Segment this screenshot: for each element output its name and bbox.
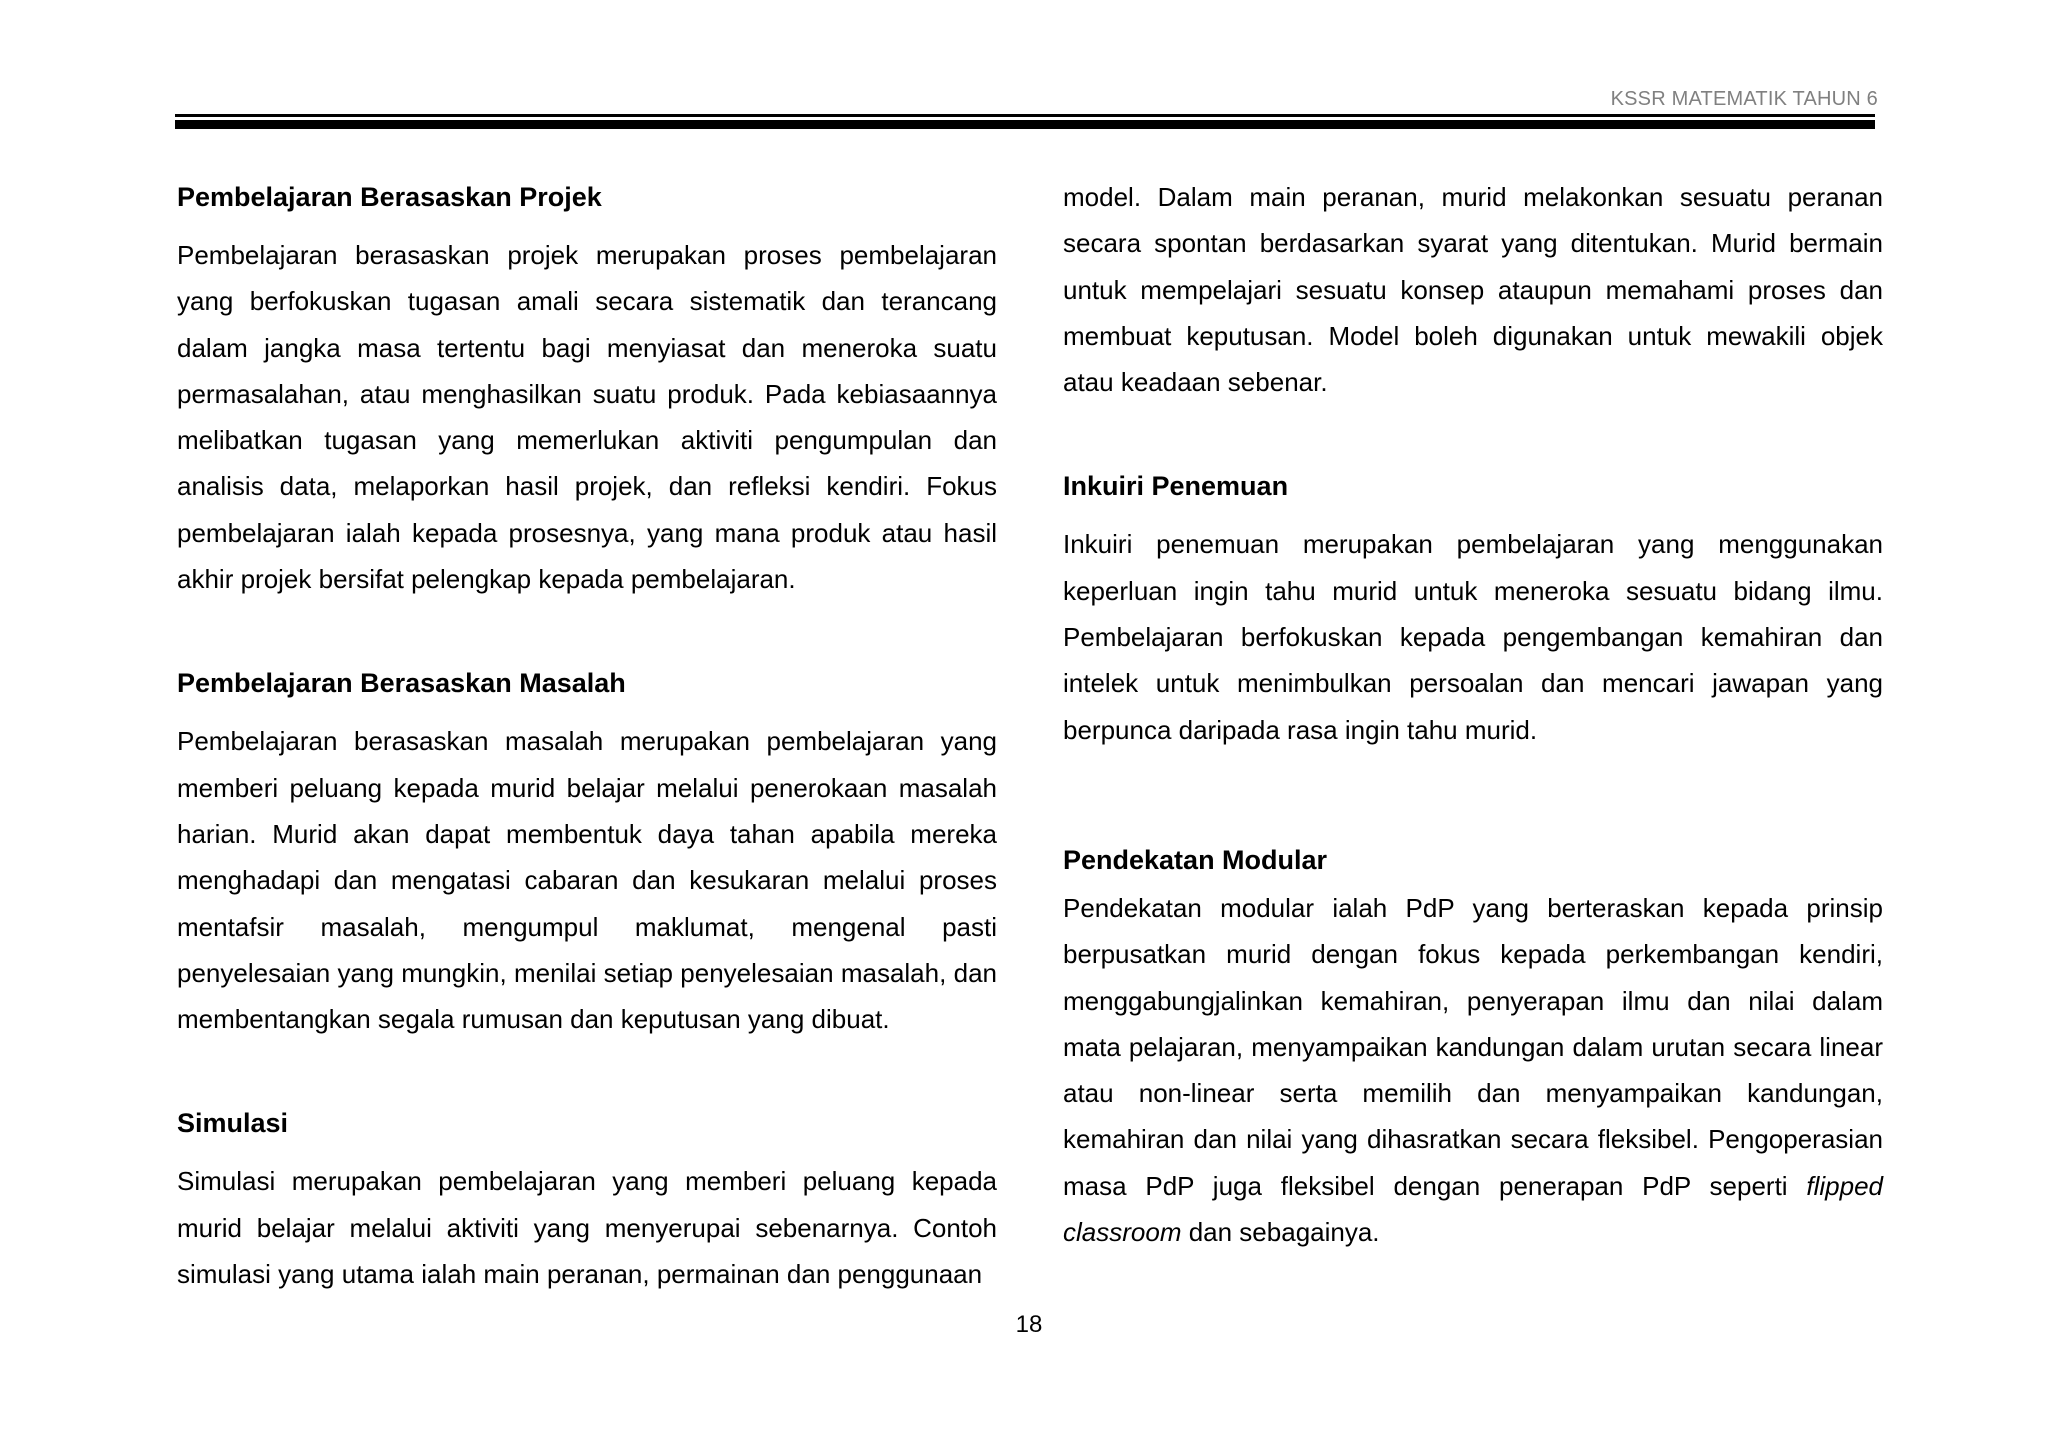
heading-inkuiri-penemuan: Inkuiri Penemuan bbox=[1063, 471, 1289, 502]
section-spacer bbox=[1063, 405, 1883, 463]
paragraph-simulasi: Simulasi merupakan pembelajaran yang memberi peluang kepada murid belajar melalui aktiviti yang menyerupai sebenarnya. Contoh simulasi yang utama ialah main peranan, permainan dan penggunaan bbox=[177, 1166, 997, 1290]
section-spacer bbox=[1063, 753, 1883, 837]
modular-text-italic: flipped classroom bbox=[1063, 1170, 1883, 1248]
paragraph-simulasi-continued: model. Dalam main peranan, murid melakonkan sesuatu peranan secara spontan berdasarkan syarat yang ditentukan. Murid bermain untuk mempelajari sesuatu konsep ataupun memahami proses dan membuat keputusan. Model boleh digunakan untuk mewakili objek atau keadaan sebenar. bbox=[1063, 182, 1883, 398]
left-column bbox=[177, 174, 997, 1297]
modular-text-part1: Pendekatan modular ialah PdP yang berteraskan kepada prinsip berpusatkan murid dengan fokus kepada perkembangan kendiri, menggabungjalinkan kemahiran, penyerapan ilmu dan nilai dalam mata pelajaran, menyampaikan kandungan dalam urutan secara linear atau non-linear serta memilih dan menyampaikan kandungan, kemahiran dan nilai yang dihasratkan secara fleksibel. Pengoperasian masa PdP juga fleksibel dengan penerapan PdP seperti bbox=[1063, 892, 1883, 1201]
section-spacer bbox=[177, 602, 997, 660]
header-rule-thin bbox=[175, 114, 1875, 117]
heading-pembelajaran-berasaskan-projek: Pembelajaran Berasaskan Projek bbox=[177, 182, 602, 212]
paragraph-pembelajaran-berasaskan-projek: Pembelajaran berasaskan projek merupakan proses pembelajaran yang berfokuskan tugasan amali secara sistematik dan terancang dalam jangka masa tertentu bagi menyiasat dan meneroka suatu permasalahan, atau menghasilkan suatu produk. Pada kebiasaannya melibatkan tugasan yang memerlukan aktiviti pengumpulan dan analisis data, melaporkan hasil projek, dan refleksi kendiri. Fokus pembelajaran ialah kepada prosesnya, yang mana produk atau hasil akhir projek bersifat pelengkap kepada pembelajaran. bbox=[177, 240, 997, 595]
paragraph-pembelajaran-berasaskan-masalah: Pembelajaran berasaskan masalah merupakan pembelajaran yang memberi peluang kepada murid belajar melalui penerokaan masalah harian. Murid akan dapat membentuk daya tahan apabila mereka menghadapi dan mengatasi cabaran dan kesukaran melalui proses mentafsir masalah, mengumpul maklumat, mengenal pasti penyelesaian yang mungkin, menilai setiap penyelesaian masalah, dan membentangkan segala rumusan dan keputusan yang dibuat. bbox=[177, 726, 997, 1035]
modular-text-part2: dan sebagainya. bbox=[1181, 1217, 1380, 1248]
section-spacer bbox=[177, 1042, 997, 1100]
heading-pembelajaran-berasaskan-masalah: Pembelajaran Berasaskan Masalah bbox=[177, 668, 626, 699]
page-number: 18 bbox=[1015, 1311, 1043, 1338]
paragraph-pendekatan-modular bbox=[1063, 885, 1883, 1255]
right-column bbox=[1063, 174, 1883, 1255]
heading-pendekatan-modular: Pendekatan Modular bbox=[1063, 844, 1328, 875]
header-rule-thick bbox=[175, 120, 1875, 129]
running-header: KSSR MATEMATIK TAHUN 6 bbox=[1610, 88, 1878, 110]
paragraph-inkuiri-penemuan: Inkuiri penemuan merupakan pembelajaran yang menggunakan keperluan ingin tahu murid untuk meneroka sesuatu bidang ilmu. Pembelajaran berfokuskan kepada pengembangan kemahiran dan intelek untuk menimbulkan persoalan dan mencari jawapan yang berpunca daripada rasa ingin tahu murid. bbox=[1063, 529, 1883, 745]
heading-simulasi: Simulasi bbox=[177, 1108, 289, 1139]
